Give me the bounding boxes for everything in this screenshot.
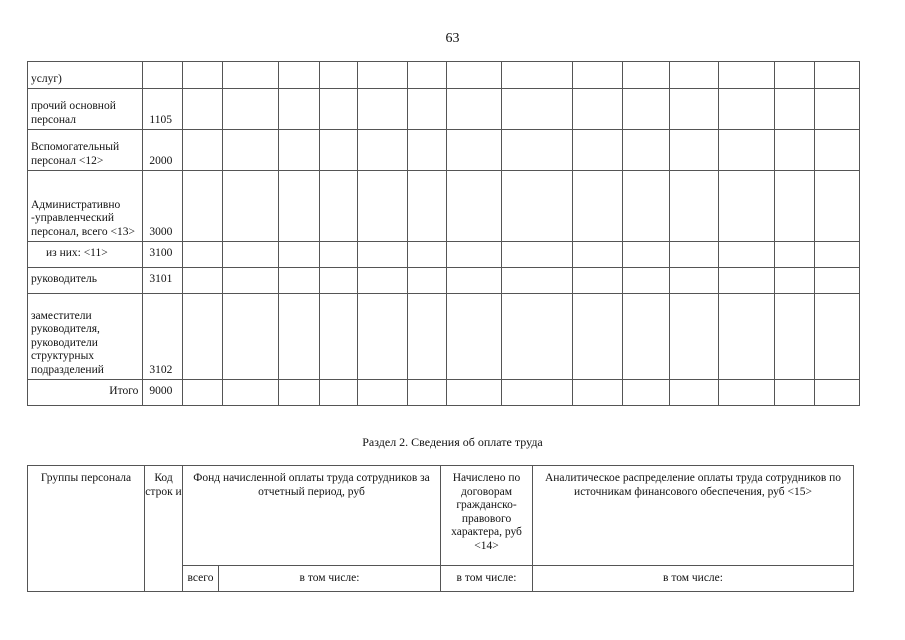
- subheader-total: всего: [183, 566, 219, 592]
- empty-cell: [223, 130, 279, 171]
- empty-cell: [446, 268, 502, 294]
- empty-cell: [278, 89, 319, 130]
- empty-cell: [446, 130, 502, 171]
- empty-cell: [622, 380, 669, 406]
- empty-cell: [573, 130, 622, 171]
- row-label: Административно -управленческий персонал, всего <13>: [28, 171, 143, 242]
- empty-cell: [774, 380, 814, 406]
- empty-cell: [502, 171, 573, 242]
- empty-cell: [358, 130, 407, 171]
- empty-cell: [278, 130, 319, 171]
- empty-cell: [814, 171, 859, 242]
- subheader-including: в том числе:: [533, 566, 854, 592]
- empty-cell: [319, 89, 358, 130]
- empty-cell: [278, 171, 319, 242]
- wage-table: [27, 465, 854, 592]
- empty-cell: [573, 380, 622, 406]
- empty-cell: [407, 268, 446, 294]
- table-row: [28, 89, 860, 130]
- empty-cell: [407, 294, 446, 380]
- row-label: заместители руководителя, руководители структурных подразделений: [28, 294, 143, 380]
- empty-cell: [183, 89, 223, 130]
- row-label: услуг): [28, 62, 143, 89]
- table-row: [28, 242, 860, 268]
- empty-cell: [814, 130, 859, 171]
- empty-cell: [573, 242, 622, 268]
- empty-cell: [573, 89, 622, 130]
- empty-cell: [719, 62, 775, 89]
- empty-cell: [719, 268, 775, 294]
- empty-cell: [719, 294, 775, 380]
- row-label: из них: <11>: [28, 242, 143, 268]
- empty-cell: [358, 62, 407, 89]
- empty-cell: [669, 268, 718, 294]
- empty-cell: [719, 242, 775, 268]
- empty-cell: [669, 294, 718, 380]
- empty-cell: [814, 380, 859, 406]
- header-analytic: Аналитическое распределение оплаты труда сотрудников по источникам финансового обеспечения, руб <15>: [533, 466, 854, 566]
- empty-cell: [446, 171, 502, 242]
- empty-cell: [669, 242, 718, 268]
- empty-cell: [358, 242, 407, 268]
- empty-cell: [814, 89, 859, 130]
- empty-cell: [814, 294, 859, 380]
- row-label: руководитель: [28, 268, 143, 294]
- empty-cell: [358, 294, 407, 380]
- empty-cell: [278, 268, 319, 294]
- empty-cell: [573, 268, 622, 294]
- table-row: [28, 62, 860, 89]
- empty-cell: [183, 62, 223, 89]
- empty-cell: [774, 171, 814, 242]
- empty-cell: [319, 171, 358, 242]
- empty-cell: [407, 62, 446, 89]
- page-number: 63: [445, 31, 460, 46]
- empty-cell: [622, 242, 669, 268]
- empty-cell: [183, 380, 223, 406]
- empty-cell: [502, 130, 573, 171]
- header-gph: Начислено по договорам гражданско-правового характера, руб <14>: [441, 466, 533, 566]
- empty-cell: [774, 62, 814, 89]
- empty-cell: [223, 62, 279, 89]
- empty-cell: [622, 294, 669, 380]
- section-title: Раздел 2. Сведения об оплате труда: [362, 435, 543, 449]
- empty-cell: [183, 242, 223, 268]
- empty-cell: [573, 62, 622, 89]
- empty-cell: [446, 242, 502, 268]
- row-code: 3100: [143, 242, 183, 268]
- empty-cell: [319, 130, 358, 171]
- empty-cell: [774, 130, 814, 171]
- empty-cell: [358, 171, 407, 242]
- empty-cell: [319, 268, 358, 294]
- empty-cell: [183, 171, 223, 242]
- empty-cell: [183, 130, 223, 171]
- empty-cell: [774, 89, 814, 130]
- table-row: [28, 380, 860, 406]
- empty-cell: [183, 268, 223, 294]
- empty-cell: [814, 268, 859, 294]
- empty-cell: [358, 268, 407, 294]
- empty-cell: [223, 242, 279, 268]
- empty-cell: [622, 171, 669, 242]
- empty-cell: [814, 62, 859, 89]
- row-code: 3102: [143, 294, 183, 380]
- empty-cell: [719, 171, 775, 242]
- empty-cell: [319, 294, 358, 380]
- row-code: 1105: [143, 89, 183, 130]
- empty-cell: [669, 380, 718, 406]
- table-row: [28, 171, 860, 242]
- empty-cell: [407, 89, 446, 130]
- header-group: Группы персонала: [28, 466, 145, 592]
- empty-cell: [622, 268, 669, 294]
- table-row: [28, 268, 860, 294]
- row-code: 9000: [143, 380, 183, 406]
- empty-cell: [278, 294, 319, 380]
- empty-cell: [278, 380, 319, 406]
- empty-cell: [719, 89, 775, 130]
- row-label: Итого: [28, 380, 143, 406]
- empty-cell: [223, 268, 279, 294]
- empty-cell: [446, 294, 502, 380]
- empty-cell: [622, 89, 669, 130]
- empty-cell: [502, 294, 573, 380]
- empty-cell: [278, 242, 319, 268]
- empty-cell: [774, 294, 814, 380]
- empty-cell: [278, 62, 319, 89]
- row-label: Вспомогательный персонал <12>: [28, 130, 143, 171]
- empty-cell: [223, 89, 279, 130]
- empty-cell: [719, 380, 775, 406]
- row-code: [143, 62, 183, 89]
- empty-cell: [407, 242, 446, 268]
- empty-cell: [183, 294, 223, 380]
- empty-cell: [502, 242, 573, 268]
- subheader-including: в том числе:: [441, 566, 533, 592]
- row-code: 3000: [143, 171, 183, 242]
- empty-cell: [669, 130, 718, 171]
- table-row: [28, 130, 860, 171]
- empty-cell: [358, 380, 407, 406]
- empty-cell: [774, 242, 814, 268]
- empty-cell: [669, 89, 718, 130]
- header-code: Код строк и: [145, 466, 183, 592]
- row-code: 2000: [143, 130, 183, 171]
- empty-cell: [446, 62, 502, 89]
- empty-cell: [669, 62, 718, 89]
- empty-cell: [502, 89, 573, 130]
- header-fund: Фонд начисленной оплаты труда сотрудников за отчетный период, руб: [183, 466, 441, 566]
- empty-cell: [814, 242, 859, 268]
- empty-cell: [502, 268, 573, 294]
- staff-table: [27, 61, 860, 406]
- empty-cell: [502, 380, 573, 406]
- empty-cell: [573, 294, 622, 380]
- empty-cell: [622, 130, 669, 171]
- empty-cell: [502, 62, 573, 89]
- empty-cell: [774, 268, 814, 294]
- empty-cell: [223, 380, 279, 406]
- empty-cell: [719, 130, 775, 171]
- empty-cell: [407, 130, 446, 171]
- empty-cell: [669, 171, 718, 242]
- empty-cell: [622, 62, 669, 89]
- row-label: прочий основной персонал: [28, 89, 143, 130]
- table-row: [28, 294, 860, 380]
- empty-cell: [358, 89, 407, 130]
- subheader-including: в том числе:: [219, 566, 441, 592]
- empty-cell: [407, 380, 446, 406]
- empty-cell: [319, 62, 358, 89]
- empty-cell: [319, 242, 358, 268]
- empty-cell: [446, 89, 502, 130]
- empty-cell: [319, 380, 358, 406]
- empty-cell: [446, 380, 502, 406]
- empty-cell: [573, 171, 622, 242]
- row-code: 3101: [143, 268, 183, 294]
- empty-cell: [407, 171, 446, 242]
- empty-cell: [223, 171, 279, 242]
- empty-cell: [223, 294, 279, 380]
